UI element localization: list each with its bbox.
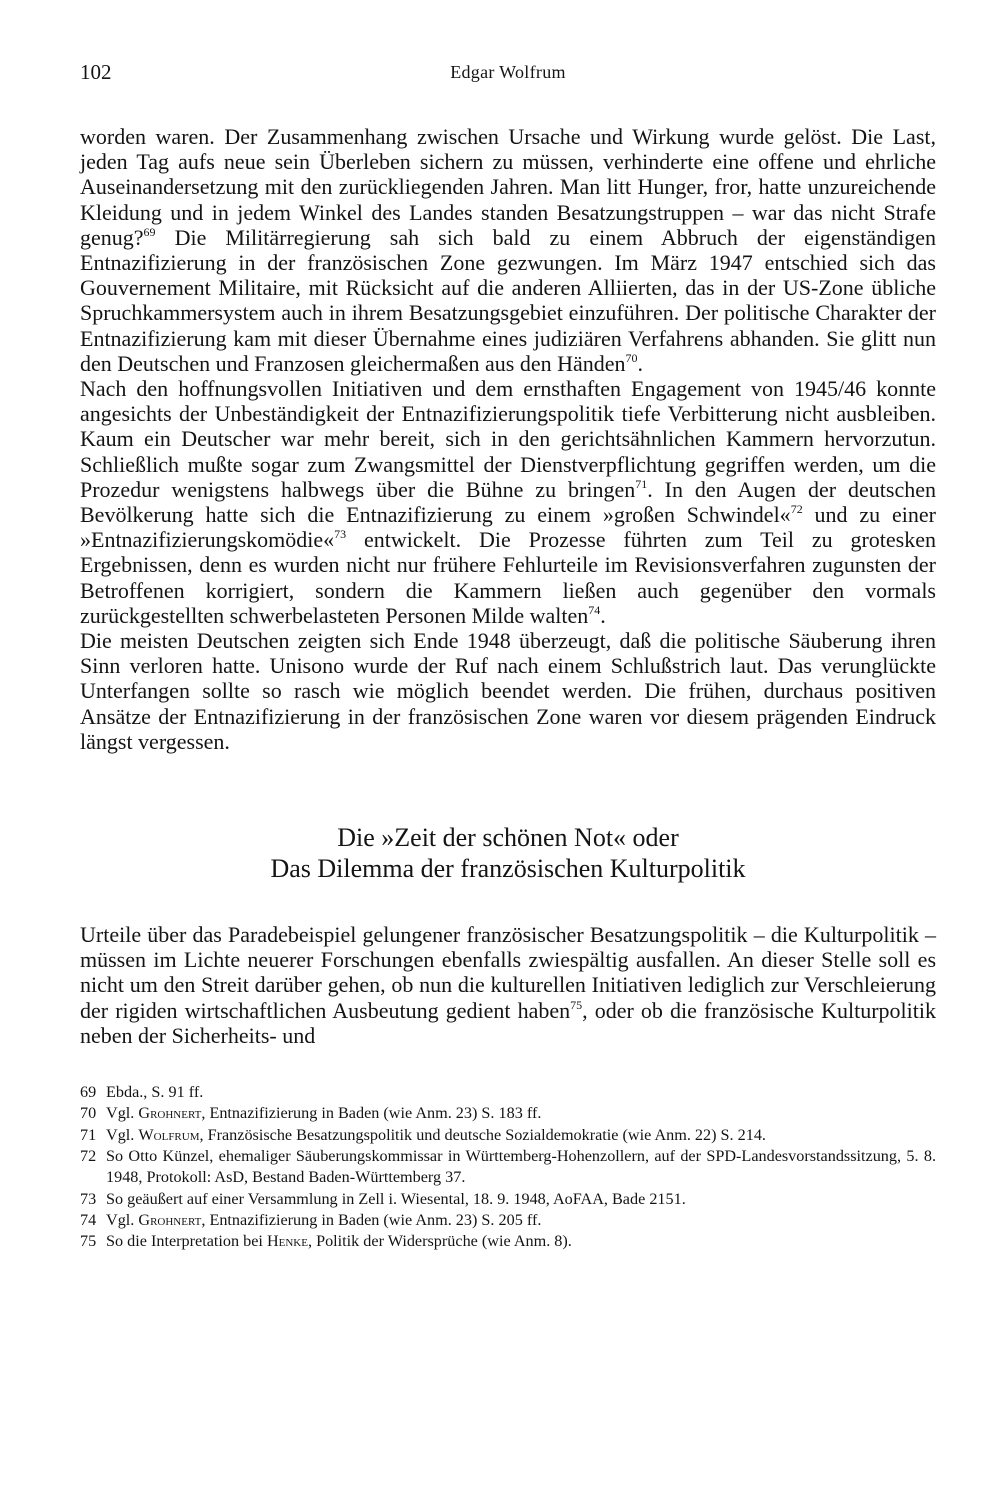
- footnote-number: 71: [80, 1125, 97, 1144]
- paragraph-text: .: [600, 602, 606, 628]
- footnote-number: 74: [80, 1210, 97, 1229]
- footnotes: [80, 1082, 936, 1252]
- paragraph-text: Urteile über das Paradebeispiel gelungener französischer Besatzungspolitik – die Kulturpolitik – müssen im Lichte neuerer Forschungen ebenfalls zwiespältig ausfallen. An dieser Stelle soll es nicht um den Streit darüber gehen, ob nun die kulturellen Initiativen lediglich zur Verschleierung der rigiden wirtschaftlichen Ausbeutung gedient haben: [80, 922, 936, 1023]
- footnote-number: 75: [80, 1232, 97, 1251]
- footnote-ref-72: 72: [790, 502, 803, 517]
- section-heading-line-1: Die »Zeit der schönen Not« oder: [337, 823, 679, 853]
- footnote: [80, 1146, 936, 1189]
- footnote-text: Vgl.: [106, 1104, 139, 1123]
- footnote-text: , Politik der Widersprüche (wie Anm. 8).: [307, 1232, 572, 1251]
- footnote-text: So Otto Künzel, ehemaliger Säuberungskommissar in Württemberg-Hohenzollern, auf der SPD-Landesvorstandssitzung, 5. 8. 1948, Protokoll: AsD, Bestand Baden-Württemberg 37.: [106, 1146, 936, 1187]
- footnote-ref-74: 74: [588, 602, 601, 617]
- paragraph-2: [80, 376, 936, 628]
- footnote-number: 70: [80, 1104, 97, 1123]
- paragraph-text: und zu einer »Entnazifizierungskomödie«: [80, 502, 937, 553]
- paragraph-text: Nach den hoffnungsvollen Initiativen und dem ernsthaften Engagement von 1945/46 konnte angesichts der Unbeständigkeit der Entnazifizierungspolitik tiefe Verbitterung nicht ausbleiben. Kaum ein Deutscher war mehr bereit, sich in den gerichtsähnlichen Kammern hervorzutun. Schließlich mußte sogar zum Zwangsmittel der Dienstverpflichtung gegriffen werden, um die Prozedur wenigstens halbwegs über die Bühne zu bringen: [80, 376, 936, 502]
- running-head: [80, 60, 936, 90]
- footnote-text: Vgl.: [106, 1210, 139, 1229]
- footnote-ref-69: 69: [143, 224, 156, 239]
- footnote-number: 72: [80, 1146, 97, 1165]
- section-body: [80, 922, 936, 1048]
- footnote-ref-70: 70: [625, 350, 638, 365]
- section-heading: [80, 822, 936, 884]
- body-text: [80, 124, 936, 754]
- footnote-text: Vgl.: [106, 1125, 139, 1144]
- footnote-text: So die Interpretation bei: [106, 1232, 267, 1251]
- footnote-author: Henke: [266, 1232, 308, 1251]
- section-heading-line-2: Das Dilemma der französischen Kulturpolitik: [270, 854, 746, 884]
- paragraph-text: worden waren. Der Zusammenhang zwischen Ursache und Wirkung wurde gelöst. Die Last, jeden Tag aufs neue sein Überleben sichern zu müssen, verhinderte eine offene und ehrliche Auseinandersetzung mit den zurückliegenden Jahren. Man litt Hunger, fror, hatte unzureichende Kleidung und in jedem Winkel des Landes standen Besatzungstruppen – war das nicht Strafe genug?: [80, 124, 936, 250]
- footnote-number: 73: [80, 1189, 97, 1208]
- paragraph-1: [80, 124, 936, 376]
- paragraph-3: Die meisten Deutschen zeigten sich Ende 1948 überzeugt, daß die politische Säuberung ihren Sinn verloren hatte. Unisono wurde der Ruf nach einem Schlußstrich laut. Das verunglückte Unterfangen sollte so rasch wie möglich beendet werden. Die frühen, durchaus positiven Ansätze der Entnazifizierung in der französischen Zone waren vor diesem prägenden Eindruck längst vergessen.: [80, 628, 936, 754]
- footnote: [80, 1125, 936, 1146]
- paragraph-text: .: [637, 350, 644, 376]
- book-page: [80, 60, 936, 1252]
- footnote: [80, 1231, 936, 1252]
- footnote-ref-75: 75: [570, 997, 583, 1012]
- paragraph-text: entwickelt. Die Prozesse führten zum Teil zu grotesken Ergebnissen, denn es wurden nicht nur frühere Fehlurteile im Revisionsverfahren zugunsten der Betroffenen korrigiert, sondern die Kammern ließen auch gegenüber den vormals zurückgestellten schwerbelasteten Personen Milde walten: [80, 527, 936, 628]
- footnote-text: So geäußert auf einer Versammlung in Zell i. Wiesental, 18. 9. 1948, AoFAA, Bade 2151.: [106, 1189, 686, 1208]
- footnote-author: Grohnert: [138, 1104, 202, 1123]
- footnote-ref-73: 73: [334, 527, 347, 542]
- footnote-text: , Französische Besatzungspolitik und deutsche Sozialdemokratie (wie Anm. 22) S. 214.: [199, 1125, 766, 1144]
- footnote: [80, 1210, 936, 1231]
- footnote-text: Ebda., S. 91 ff.: [106, 1083, 204, 1102]
- paragraph-4: [80, 922, 936, 1048]
- footnote: [80, 1103, 936, 1124]
- footnote-author: Wolfrum: [138, 1125, 200, 1144]
- paragraph-text: . In den Augen der deutschen Bevölkerung hatte sich die Entnazifizierung zu einem »großen Schwindel«: [80, 476, 936, 528]
- running-title: Edgar Wolfrum: [450, 62, 566, 82]
- footnote-text: , Entnazifizierung in Baden (wie Anm. 23) S. 183 ff.: [201, 1104, 542, 1123]
- footnote-author: Grohnert: [138, 1210, 202, 1229]
- paragraph-text: , oder ob die französische Kulturpolitik neben der Sicherheits- und: [80, 997, 936, 1048]
- footnote: [80, 1082, 936, 1103]
- footnote-text: , Entnazifizierung in Baden (wie Anm. 23) S. 205 ff.: [201, 1210, 542, 1229]
- footnote: [80, 1189, 936, 1210]
- footnote-number: 69: [80, 1083, 97, 1102]
- footnote-ref-71: 71: [635, 476, 648, 491]
- paragraph-text: Die Militärregierung sah sich bald zu einem Abbruch der eigenständigen Entnazifizierung in der französischen Zone gezwungen. Im März 1947 entschied sich das Gouvernement Militaire, mit Rücksicht auf die anderen Alliierten, das in der US-Zone übliche Spruchkammersystem auch in ihrem Besatzungsgebiet einzuführen. Der politische Charakter der Entnazifizierung kam mit dieser Übernahme eines judiziären Verfahrens abhanden. Sie glitt nun den Deutschen und Franzosen gleichermaßen aus den Händen: [80, 224, 936, 376]
- page-number: 102: [80, 60, 112, 84]
